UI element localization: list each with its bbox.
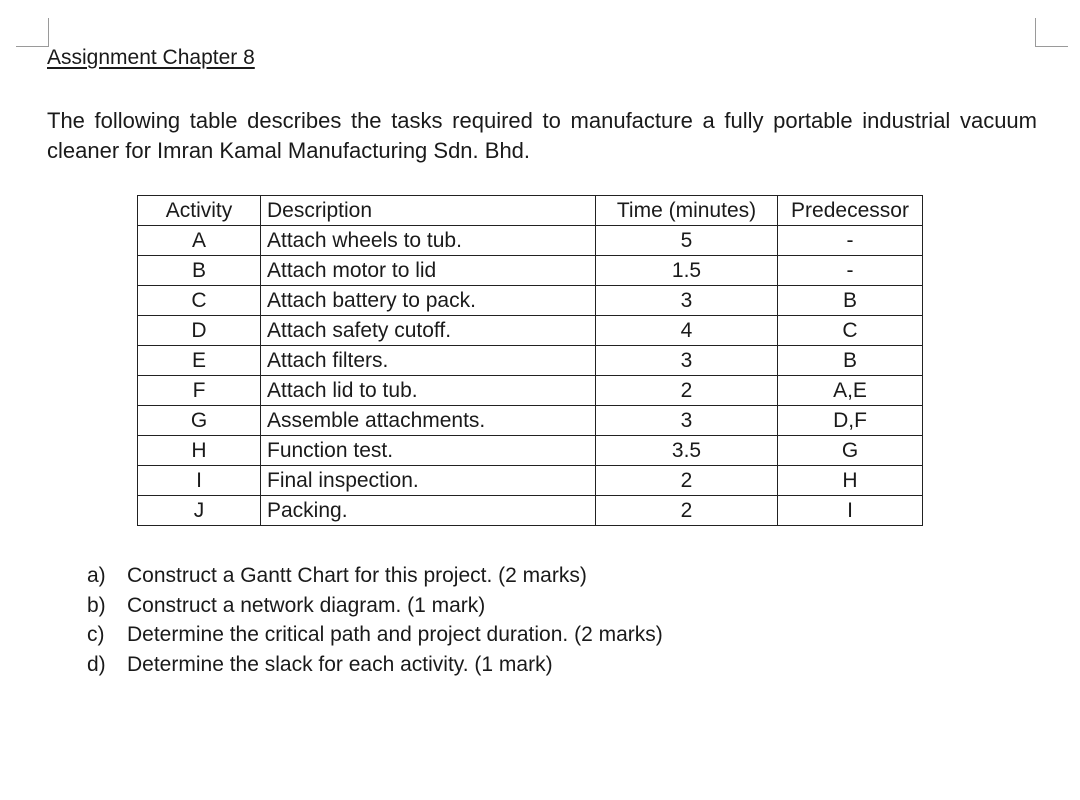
cell-time: 5 <box>596 226 778 256</box>
cell-time: 3 <box>596 346 778 376</box>
question-item <box>87 620 663 650</box>
intro-paragraph: The following table describes the tasks required to manufacture a fully portable industrial vacuum cleaner for Imran Kamal Manufacturing Sdn. Bhd. <box>47 108 1037 163</box>
table-row <box>138 496 923 526</box>
table-row <box>138 466 923 496</box>
table-row <box>138 256 923 286</box>
cell-description: Assemble attachments. <box>261 406 596 436</box>
question-item <box>87 561 663 591</box>
table-header-row <box>138 196 923 226</box>
cell-description: Attach battery to pack. <box>261 286 596 316</box>
cell-description: Final inspection. <box>261 466 596 496</box>
cell-activity: F <box>138 376 261 406</box>
cell-description: Function test. <box>261 436 596 466</box>
cell-activity: B <box>138 256 261 286</box>
question-text: Construct a network diagram. (1 mark) <box>127 593 486 617</box>
table-row <box>138 376 923 406</box>
cell-activity: H <box>138 436 261 466</box>
question-item <box>87 591 663 621</box>
cell-description: Attach lid to tub. <box>261 376 596 406</box>
cell-predecessor: B <box>778 286 923 316</box>
cell-description: Packing. <box>261 496 596 526</box>
question-letter: b) <box>87 593 106 617</box>
cell-time: 2 <box>596 376 778 406</box>
table-row <box>138 436 923 466</box>
question-text: Determine the slack for each activity. (1 mark) <box>127 652 553 676</box>
question-letter: c) <box>87 623 105 646</box>
cell-time: 2 <box>596 496 778 526</box>
question-letter: d) <box>87 652 106 676</box>
table-row <box>138 226 923 256</box>
cell-predecessor: D,F <box>778 406 923 436</box>
cell-time: 3 <box>596 406 778 436</box>
cell-predecessor: B <box>778 346 923 376</box>
cell-time: 2 <box>596 466 778 496</box>
cell-predecessor: A,E <box>778 376 923 406</box>
cell-description: Attach filters. <box>261 346 596 376</box>
question-list <box>87 561 663 679</box>
cell-activity: I <box>138 466 261 496</box>
cell-predecessor: I <box>778 496 923 526</box>
header-description: Description <box>261 196 596 226</box>
cell-activity: D <box>138 316 261 346</box>
question-text: Construct a Gantt Chart for this project. (2 marks) <box>127 564 587 587</box>
assignment-title: Assignment Chapter 8 <box>47 46 255 69</box>
task-table <box>137 195 923 526</box>
cell-description: Attach motor to lid <box>261 256 596 286</box>
table-row <box>138 406 923 436</box>
header-activity: Activity <box>138 196 261 226</box>
question-text: Determine the critical path and project duration. (2 marks) <box>127 623 663 646</box>
cell-time: 4 <box>596 316 778 346</box>
cell-activity: J <box>138 496 261 526</box>
page-corner-mark-top-right <box>1035 18 1068 47</box>
cell-activity: C <box>138 286 261 316</box>
header-time: Time (minutes) <box>596 196 778 226</box>
cell-predecessor: H <box>778 466 923 496</box>
table-row <box>138 316 923 346</box>
cell-time: 1.5 <box>596 256 778 286</box>
page-corner-mark-top-left <box>16 18 49 47</box>
table-row <box>138 346 923 376</box>
cell-description: Attach wheels to tub. <box>261 226 596 256</box>
table-row <box>138 286 923 316</box>
cell-predecessor: C <box>778 316 923 346</box>
question-item <box>87 650 663 680</box>
header-predecessor: Predecessor <box>778 196 923 226</box>
cell-predecessor: - <box>778 226 923 256</box>
cell-predecessor: G <box>778 436 923 466</box>
question-letter: a) <box>87 564 106 587</box>
cell-activity: E <box>138 346 261 376</box>
cell-activity: A <box>138 226 261 256</box>
cell-predecessor: - <box>778 256 923 286</box>
cell-activity: G <box>138 406 261 436</box>
cell-description: Attach safety cutoff. <box>261 316 596 346</box>
cell-time: 3 <box>596 286 778 316</box>
cell-time: 3.5 <box>596 436 778 466</box>
